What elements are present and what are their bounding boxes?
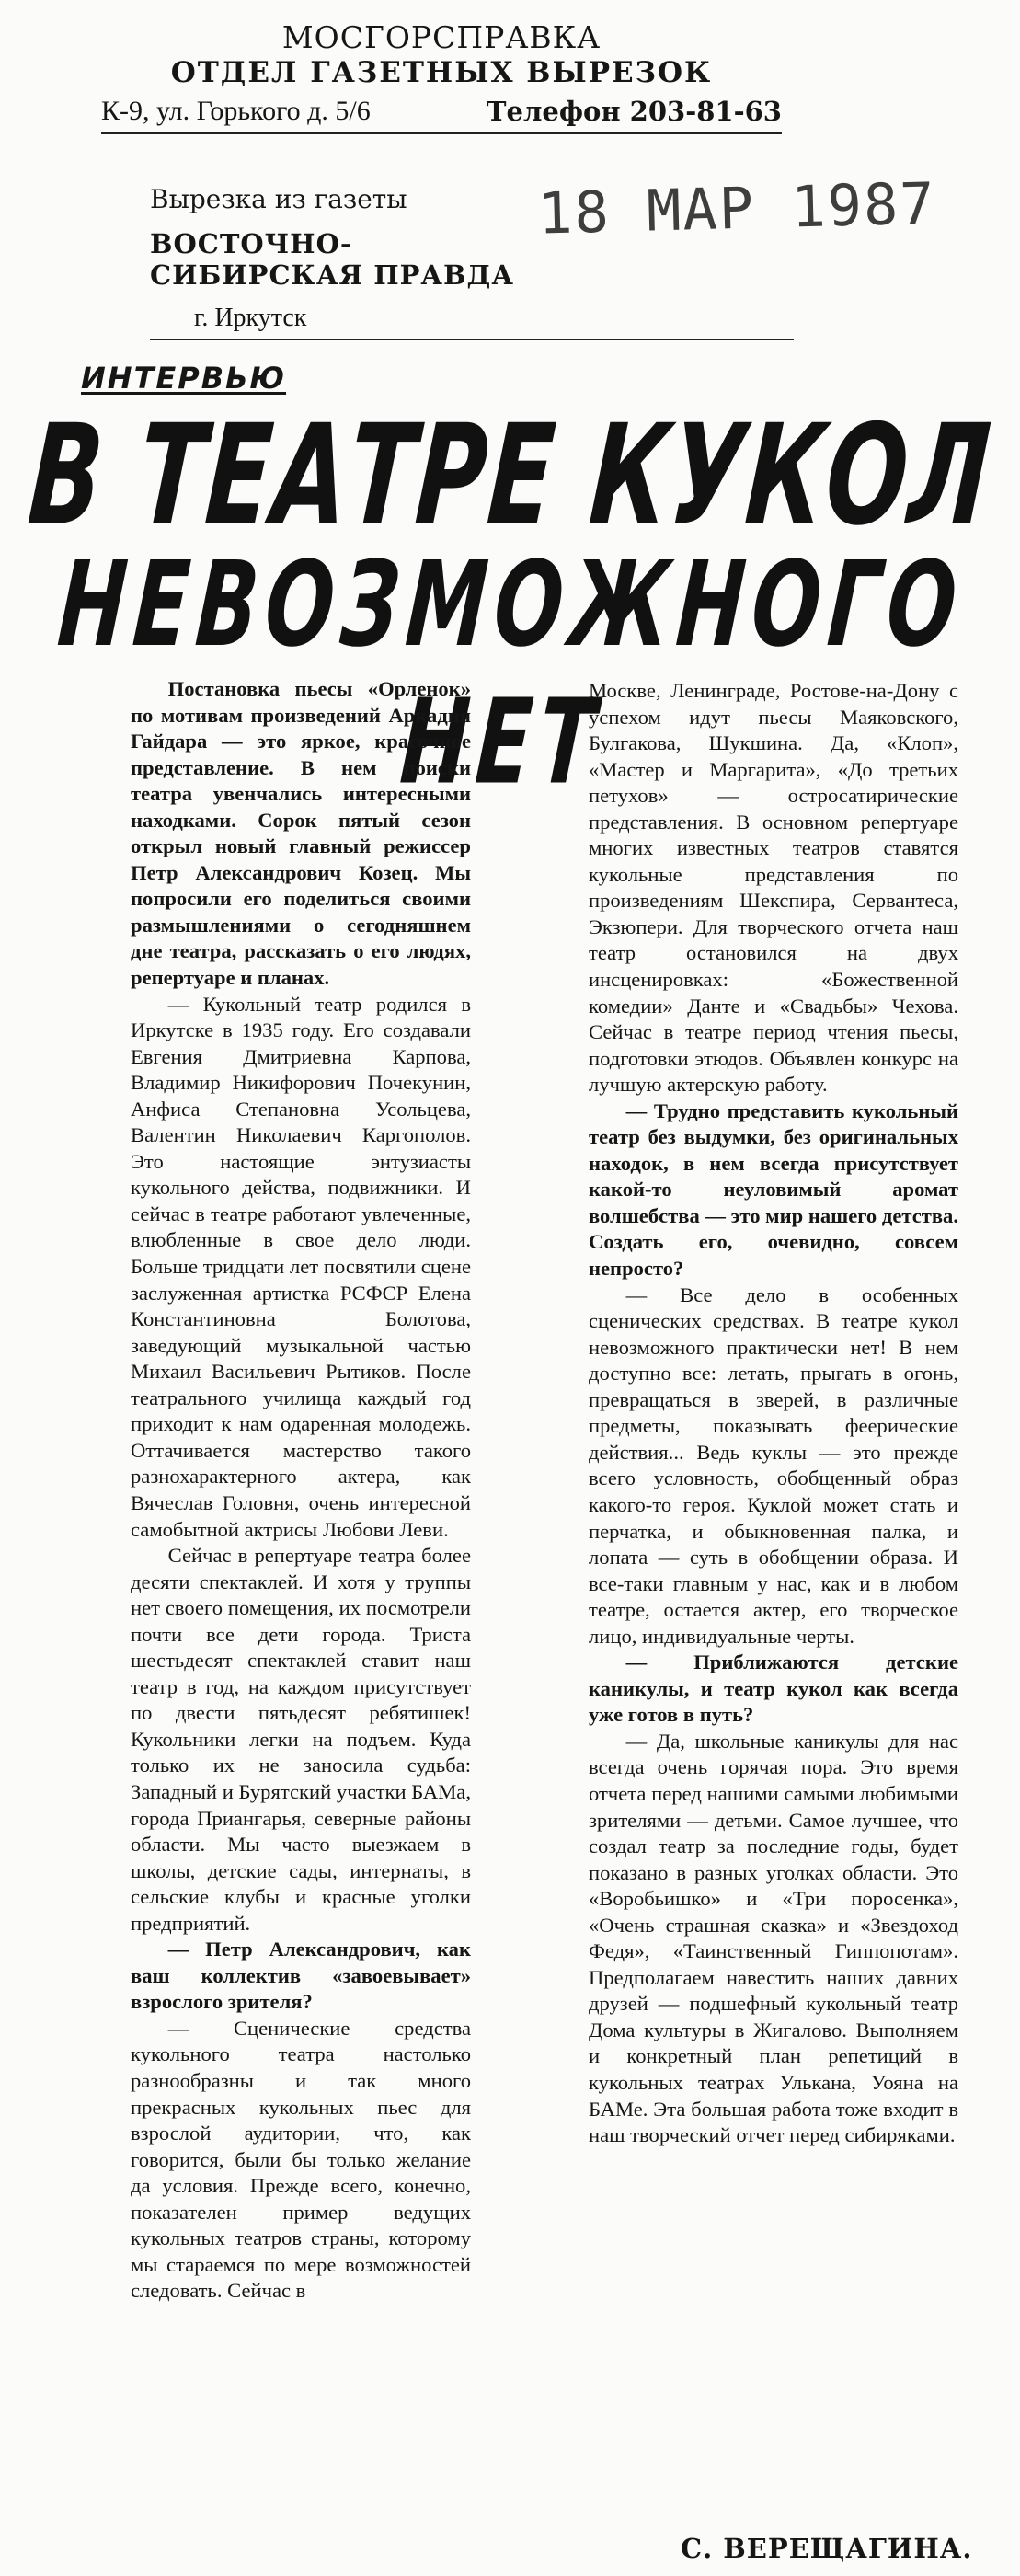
newspaper-city: г. Иркутск [194,304,307,332]
agency-address: К-9, ул. Горького д. 5/6 [101,96,371,126]
headline-line-1: В ТЕАТРЕ КУКОЛ [23,394,997,557]
newspaper-name-line1: ВОСТОЧНО- [150,228,352,259]
answer-paragraph: — Кукольный театр родился в Иркутске в 1935 году. Его создавали Евгения Дмитриевна Карпова, Владимир Никифорович Почекунин, Анфиса Степановна Усольцева, Валентин Николаевич Каргополов. Это настоящие энтузиасты кукольного действа, подвижники. И сейчас в театре работают увлеченные, влюбленные в свое дело люди. Больше тридцати лет посвятили сцене заслуженная артистка РСФСР Елена Константиновна Болотова, заведующий музыкальной частью Михаил Васильевич Рытиков. После театрального училища каждый год приходит к нам одаренная молодежь. Оттачивается мастерство такого разнохарактерного актера, как Вячеслав Головня, очень интересной самобытной актрисы Любови Леви. [131,992,471,1541]
headline-line-2: НЕВОЗМОЖНОГО НЕТ [53,535,968,811]
agency-stamp [101,20,782,134]
article-column-left [131,676,471,2305]
article-column-right [589,678,958,2149]
answer-paragraph: — Все дело в особенных сценических средствах. В театре кукол невозможного практически нет! В нем доступно все: летать, прыгать в огонь, превращаться в зверей, в различные предметы, показывать феерические действия... Ведь куклы — это прежде всего условность, обобщенный образ какого-то героя. Куклой может стать и перчатка, и обыкновенная палка, и лопата — суть в обобщении образа. И все-таки главным у нас, как и в любом театре, остается актер, его творческое лицо, индивидуальные черты. [589,1282,958,1648]
article-rubric: ИНТЕРВЬЮ [81,361,287,396]
question-paragraph: — Петр Александрович, как ваш коллектив «завоевывает» взрослого зрителя? [131,1938,471,2014]
agency-phone: Телефон 203-81-63 [486,96,782,127]
address-row [101,90,782,134]
question-paragraph: Постановка пьесы «Орленок» по мотивам произведений Аркадия Гайдара — это яркое, красочное представление. В нем поиски театра увенчались интересными находками. Сорок пятый сезон открыл новый главный режиссер Петр Александрович Козец. Мы попросили его поделиться своими размышлениями о сегодняшнем дне театра, рассказать о его людях, репертуаре и планах. [131,677,471,990]
clipping-label: Вырезка из газеты [150,184,407,214]
question-paragraph: — Трудно представить кукольный театр без выдумки, без оригинальных находок, в нем всегда присутствует какой-то неуловимый аромат волшебства — это мир нашего детства. Создать его, очевидно, совсем непросто? [589,1098,958,1281]
answer-paragraph: Сейчас в репертуаре театра более десяти спектаклей. И хотя у труппы нет своего помещения, их посмотрели почти все дети города. Триста шестьдесят спектаклей ставит наш театр в год, на каждом присутствует по двести пятьдесят ребятишек! Кукольники легки на подъем. Куда только их не заносила судьба: Западный и Бурятский участки БАМа, города Приангарья, северные районы области. Мы часто выезжаем в школы, детские сады, интернаты, в сельские клубы и красные уголки предприятий. [131,1544,471,1935]
answer-paragraph: — Да, школьные каникулы для нас всегда очень горячая пора. Это время отчета перед нашими самыми любимыми зрителями — детьми. Самое лучшее, что создал театр за последние годы, будет показано в разных уголках области. Это «Воробьишко» и «Три поросенка», «Очень страшная сказка» и «Звездоход Федя», «Таинственный Гиппопотам». Предполагаем навестить наших давних друзей — подшефный кукольный театр Дома культуры в Жигалово. Выполняем и конкретный план репетиций в кукольных театрах Улькана, Уояна на БАМе. Эта большая работа тоже входит в наш творческий отчет перед сибиряками. [589,1729,958,2147]
agency-name: МОСГОРСПРАВКА [281,19,602,55]
date-stamp: 18 МАР 1987 [537,169,937,247]
answer-paragraph: — Сценические средства кукольного театра настолько разнообразны и так много прекрасных кукольных пьес для взрослой аудитории, что, как говорится, были бы только желание да условия. Прежде всего, конечно, показателен пример ведущих кукольных театров страны, которому мы стараемся по мере возможностей следовать. Сейчас в [131,2016,471,2303]
divider [150,339,794,340]
author-signature: С. ВЕРЕЩАГИНА. [681,2533,973,2564]
newspaper-name-line2: СИБИРСКАЯ ПРАВДА [150,259,514,291]
department-name: ОТДЕЛ ГАЗЕТНЫХ ВЫРЕЗОК [170,56,713,89]
newspaper-name [150,228,514,291]
answer-paragraph: Москве, Ленинграде, Ростове-на-Дону с успехом идут пьесы Маяковского, Булгакова, Шукшина. Да, «Клоп», «Мастер и Маргарита», «До третьих петухов» — остросатирические представления. В основном репертуаре многих известных театров ставятся кукольные представления по произведениям Шекспира, Сервантеса, Экзюпери. Для творческого отчета наш театр остановился на двух инсценировках: «Божественной комедии» Данте и «Свадьбы» Чехова. Сейчас в театре период чтения пьесы, подготовки этюдов. Объявлен конкурс на лучшую актерскую работу. [589,679,958,1097]
question-paragraph: — Приближаются детские каникулы, и театр кукол как всегда уже готов в путь? [589,1650,958,1727]
